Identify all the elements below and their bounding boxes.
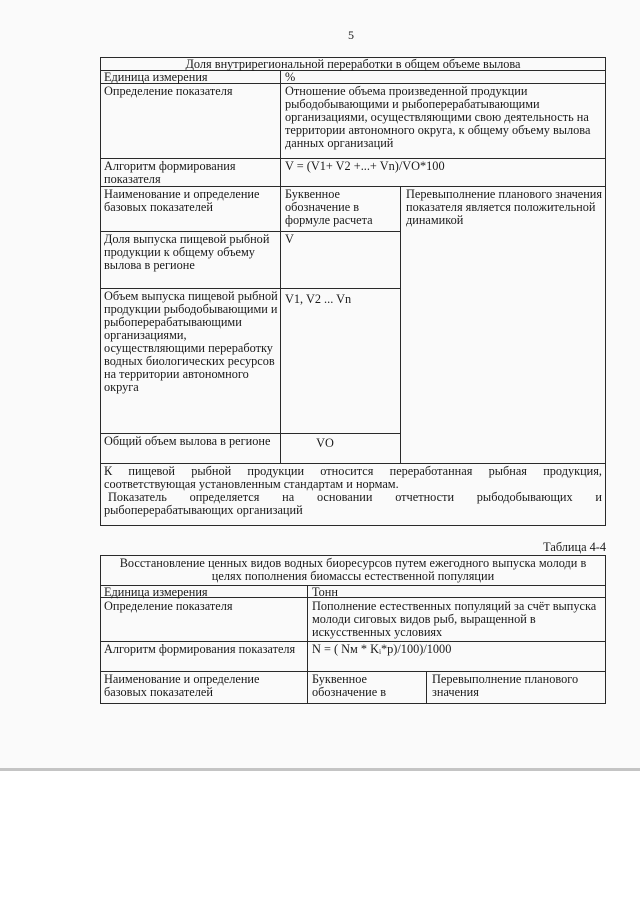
definition-label: Определение показателя [104, 599, 233, 613]
table-caption: Таблица 4-4 [543, 540, 606, 554]
row-symbol: V [285, 232, 294, 246]
symbol-header: Буквенное обозначение в формуле расчета [285, 187, 373, 227]
unit-label: Единица измерения [104, 585, 208, 599]
row-name: Доля выпуска пищевой рыбной продукции к общему объему вылова в регионе [104, 232, 270, 272]
symbol-header: Буквенное обозначение в [312, 672, 387, 699]
note-text: Показатель определяется на основании отчетности рыбодобывающих и рыбоперерабатывающих организаций [104, 490, 602, 517]
page-number: 5 [348, 28, 354, 42]
note-text: К пищевой рыбной продукции относится переработанная рыбная продукция, соответствующая установленным стандартам и нормам. [104, 464, 602, 491]
base-indicators-header: Наименование и определение базовых показателей [104, 187, 260, 214]
algorithm-label: Алгоритм формирования показателя [104, 159, 236, 186]
table-2-title: Восстановление ценных видов водных биоресурсов путем ежегодного выпуска молоди в целях пополнения биомассы естественной популяции [119, 556, 587, 583]
row-name: Общий объем вылова в регионе [104, 434, 271, 448]
algorithm-label: Алгоритм формирования показателя [104, 642, 296, 656]
comment-cell: Перевыполнение планового значения [432, 672, 579, 699]
comment-cell: Перевыполнение планового значения показателя является положительной динамикой [406, 187, 603, 227]
definition-value: Отношение объема произведенной продукции рыбодобывающими и рыбоперерабатывающими организациями, осуществляющими свою деятельность на территории автономного округа, к общему объему вылова данных организаций [285, 84, 591, 150]
algorithm-formula: V = (V1+ V2 +...+ Vn)/VO*100 [285, 159, 445, 173]
unit-label: Единица измерения [104, 70, 208, 84]
definition-label: Определение показателя [104, 84, 233, 98]
base-indicators-header: Наименование и определение базовых показателей [104, 672, 260, 699]
row-symbol: VO [316, 436, 334, 450]
unit-value: Тонн [312, 585, 338, 599]
unit-value: % [285, 70, 296, 84]
algorithm-formula: N = ( Nм * Kᵢ*p)/100)/1000 [312, 642, 452, 656]
row-name: Объем выпуска пищевой рыбной продукции рыбодобывающими и рыбоперерабатывающими организациями, осуществляющими переработку водных биологических ресурсов на территории автономного округа [104, 289, 278, 394]
definition-value: Пополнение естественных популяций за счёт выпуска молоди сиговых видов рыб, выращенной в искусственных условиях [312, 599, 597, 639]
row-symbol: V1, V2 ... Vn [285, 292, 352, 306]
table-1-title: Доля внутрирегиональной переработки в общем объеме вылова [185, 57, 521, 71]
table-1-notes [104, 465, 602, 517]
